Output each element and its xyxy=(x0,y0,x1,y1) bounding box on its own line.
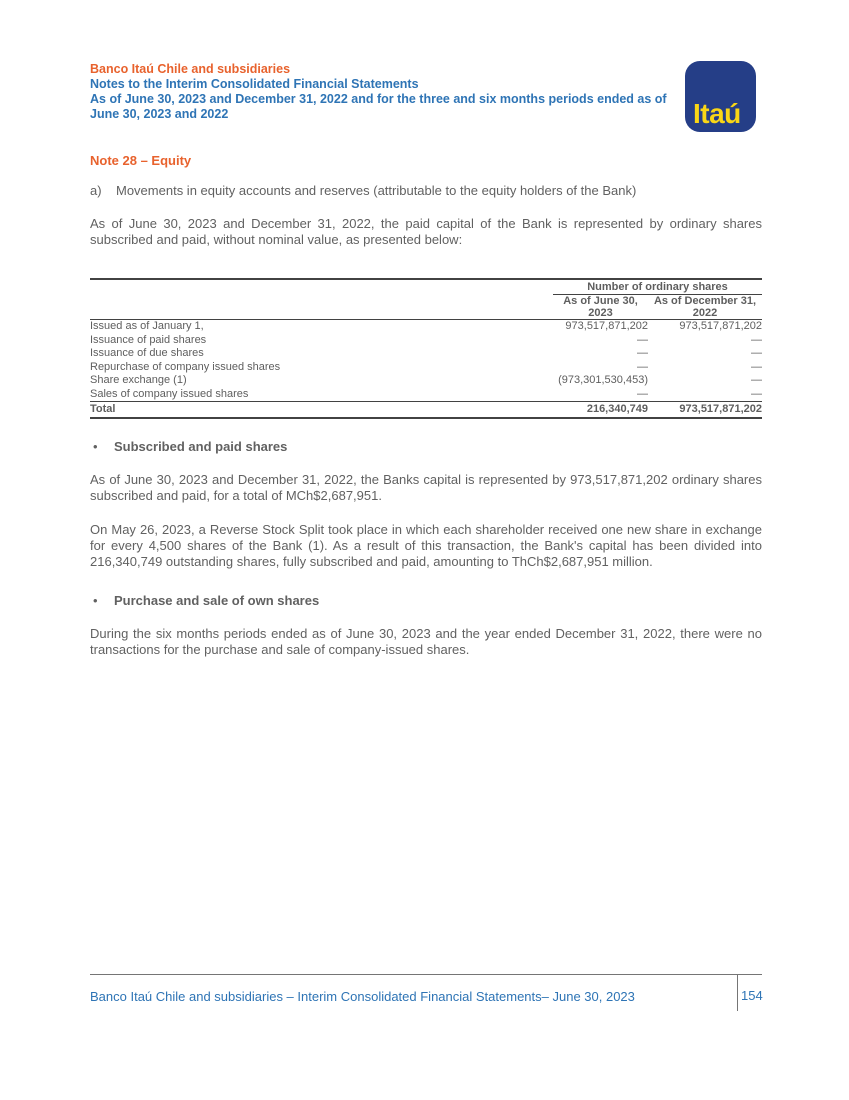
note-title: Note 28 – Equity xyxy=(90,153,192,168)
column-header-line: As of December 31, xyxy=(653,295,757,307)
purchase-sale-title: Purchase and sale of own shares xyxy=(114,593,320,608)
total-label: Total xyxy=(90,402,553,419)
page-number: 154 xyxy=(741,988,763,1003)
section-a-marker: a) xyxy=(90,183,102,198)
bullet-icon: • xyxy=(93,439,98,454)
column-header-line: 2023 xyxy=(588,307,613,319)
row-value-2022: — xyxy=(751,333,762,346)
footer-text: Banco Itaú Chile and subsidiaries – Interim Consolidated Financial Statements– June 30, 2023 xyxy=(90,989,635,1004)
row-value-2022: — xyxy=(751,387,762,400)
subscribed-shares-title: Subscribed and paid shares xyxy=(114,439,288,454)
purchase-sale-paragraph: During the six months periods ended as of June 30, 2023 and the year ended December 31, 2022, there were no transactions for the purchase and sale of company-issued shares. xyxy=(90,626,762,657)
row-value-2022: — xyxy=(751,374,762,386)
row-label: Repurchase of company issued shares xyxy=(90,360,281,373)
bullet-icon: • xyxy=(93,593,98,608)
intro-paragraph: As of June 30, 2023 and December 31, 2022, the paid capital of the Bank is represented by ordinary shares subscribed and paid, without nominal value, as presented below: xyxy=(90,216,762,247)
ordinary-shares-table xyxy=(90,278,762,419)
row-label: Issuance of due shares xyxy=(90,347,204,359)
table-empty-cell xyxy=(90,279,553,295)
row-value-2022: — xyxy=(751,360,762,373)
table-group-header-row xyxy=(90,279,762,295)
column-header-december-2022 xyxy=(648,295,762,320)
table-group-header: Number of ordinary shares xyxy=(553,279,762,295)
table-row xyxy=(90,388,762,402)
itau-logo xyxy=(685,61,756,132)
row-label: Sales of company issued shares xyxy=(90,387,249,400)
column-header-june-2023 xyxy=(553,295,648,320)
total-value-2023: 216,340,749 xyxy=(553,402,648,419)
document-period-line1: As of June 30, 2023 and December 31, 2022 and for the three and six months periods ended as of xyxy=(90,92,667,106)
section-a-heading xyxy=(90,183,762,198)
company-name: Banco Itaú Chile and subsidiaries xyxy=(90,62,291,76)
subscribed-shares-paragraph-2: On May 26, 2023, a Reverse Stock Split took place in which each shareholder received one new share in exchange for every 4,500 shares of the Bank (1). As a result of this transaction, the Bank's capital has been divided into 216,340,749 outstanding shares, fully subscribed and paid, amounting to ThCh$2,687,951 million. xyxy=(90,522,762,569)
row-value-2022: 973,517,871,202 xyxy=(679,320,762,332)
table-row xyxy=(90,361,762,375)
row-value-2023: — xyxy=(637,387,648,400)
document-title: Notes to the Interim Consolidated Financial Statements xyxy=(90,77,419,91)
table-total-row xyxy=(90,402,762,419)
row-value-2023: 973,517,871,202 xyxy=(565,320,648,332)
row-value-2022: — xyxy=(751,347,762,359)
column-header-line: 2022 xyxy=(692,307,718,319)
row-value-2023: (973,301,530,453) xyxy=(558,374,648,386)
table-row xyxy=(90,347,762,361)
table-empty-cell xyxy=(90,295,553,320)
row-value-2023: — xyxy=(637,360,648,373)
bullet-item-subscribed-shares xyxy=(90,439,762,454)
itau-logo-text: Itaú xyxy=(693,98,741,129)
table-row xyxy=(90,334,762,348)
table-column-header-row xyxy=(90,295,762,320)
document-period-line2: June 30, 2023 and 2022 xyxy=(90,107,229,121)
page-footer xyxy=(90,974,762,1004)
bullet-item-purchase-sale xyxy=(90,593,762,608)
subscribed-shares-paragraph-1: As of June 30, 2023 and December 31, 2022, the Banks capital is represented by 973,517,871,202 ordinary shares subscribed and paid, for a total of MCh$2,687,951. xyxy=(90,472,762,503)
footer-divider xyxy=(90,974,762,975)
table-row xyxy=(90,374,762,388)
column-header-line: As of June 30, xyxy=(563,295,638,307)
section-a-text: Movements in equity accounts and reserves (attributable to the equity holders of the Bank) xyxy=(116,183,637,198)
document-header xyxy=(90,62,680,122)
table-row xyxy=(90,320,762,334)
row-value-2023: — xyxy=(637,347,648,359)
total-value-2022: 973,517,871,202 xyxy=(648,402,762,419)
row-label: Issued as of January 1, xyxy=(90,320,204,332)
row-label: Issuance of paid shares xyxy=(90,333,207,346)
row-value-2023: — xyxy=(637,333,648,346)
footer-page-number-divider xyxy=(737,974,738,1011)
row-label: Share exchange (1) xyxy=(90,374,187,386)
